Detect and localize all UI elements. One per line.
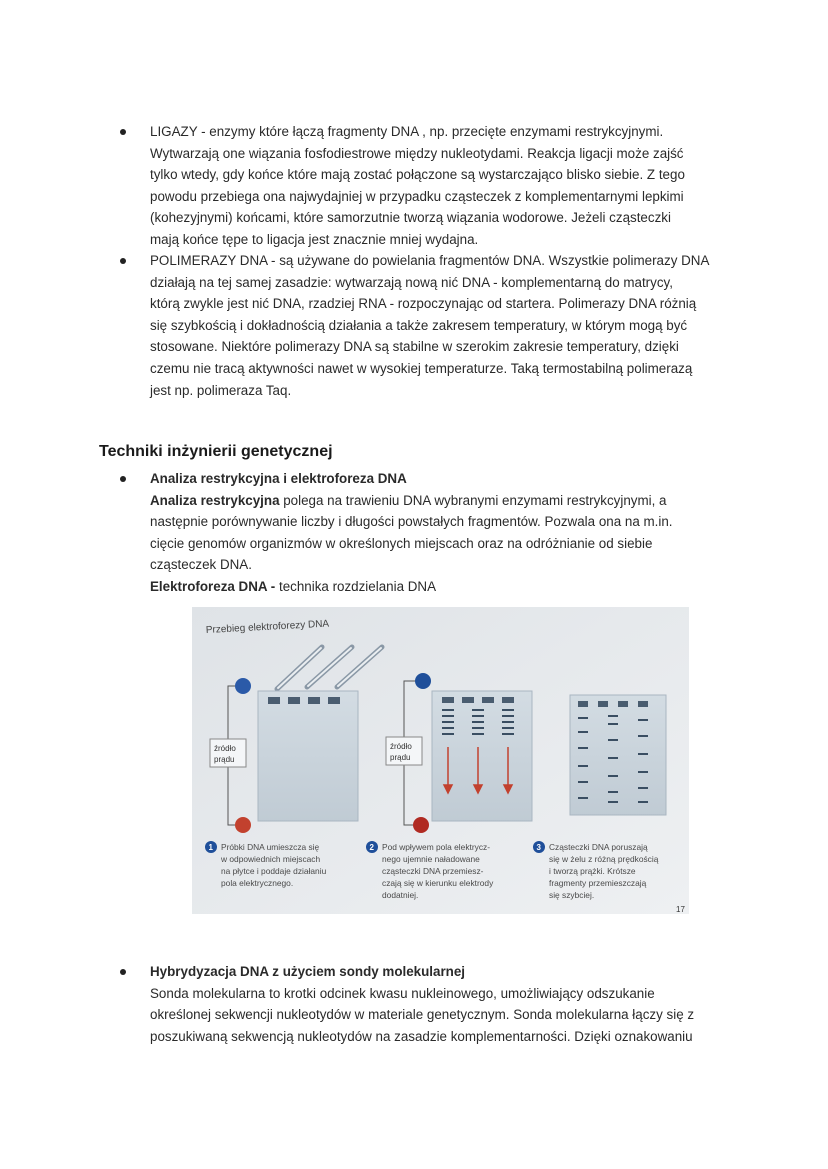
step2-line: dodatniej. — [382, 890, 419, 900]
step3-line: Cząsteczki DNA poruszają — [549, 842, 648, 852]
hybridization-title: Hybrydyzacja DNA z użyciem sondy molekularnej — [150, 964, 466, 979]
text-line: (kohezyjnymi) końcami, które samorzutnie tworzą wiązania wodorowe. Jeżeli cząsteczki — [150, 210, 671, 226]
text-line: się szybkością i dokładnością działania a także zakresem temperatury, w którym mogą być — [150, 317, 688, 333]
positive-electrode-icon — [235, 817, 251, 833]
step1-line: pola elektrycznego. — [221, 878, 294, 888]
electrophoresis-figure — [192, 607, 689, 914]
text-line: Sonda molekularna to krotki odcinek kwasu nukleinowego, umożliwiający odszukanie — [150, 985, 655, 1001]
text-line: stosowane. Niektóre polimerazy DNA są stabilne w szerokim zakresie temperatury, dzięki — [150, 339, 679, 355]
power-source-label: źródło — [390, 742, 412, 751]
text-line: jest np. polimeraza Taq. — [150, 382, 292, 398]
bullet-icon — [120, 476, 126, 482]
bullet-icon — [120, 129, 126, 135]
negative-electrode-icon — [235, 678, 251, 694]
gel-panel-3 — [570, 695, 666, 815]
section-heading: Techniki inżynierii genetycznej — [99, 443, 333, 460]
text-line: cięcie genomów organizmów w określonych miejscach oraz na odróżnianie od siebie — [150, 535, 653, 551]
bullet-icon — [120, 258, 126, 264]
step2-line: czają się w kierunku elektrody — [382, 878, 494, 888]
polimerazy-text — [150, 250, 740, 401]
positive-electrode-icon — [413, 817, 429, 833]
figure-page-number: 17 — [676, 905, 685, 914]
bullet-hybridization — [120, 961, 740, 1047]
step3-line: fragmenty przemieszczają — [549, 878, 647, 888]
step-number: 2 — [369, 843, 374, 852]
text-line: cząsteczek DNA. — [150, 557, 252, 573]
text-line: działają na tej samej zasadzie: wytwarzają nową nić DNA - komplementarną do matrycy, — [150, 274, 673, 290]
gel-panel-1 — [258, 691, 358, 821]
bullet-ligazy — [120, 121, 740, 251]
text-line: polega na trawieniu DNA wybranymi enzymami restrykcyjnymi, a — [279, 492, 667, 508]
step3-line: się w żelu z różną prędkością — [549, 854, 659, 864]
step1-line: Próbki DNA umieszcza się — [221, 842, 320, 852]
ligazy-text — [150, 121, 740, 251]
text-line: następnie porównywanie liczby i długości powstałych fragmentów. Pozwala ona na m.in. — [150, 514, 673, 530]
text-line: technika rozdzielania DNA — [275, 578, 437, 594]
step2-line: Pod wpływem pola elektrycz- — [382, 842, 490, 852]
restriction-title: Analiza restrykcyjna i elektroforeza DNA — [150, 471, 407, 486]
text-line: mają końce tępe to ligacja jest znacznie mniej wydajna. — [150, 231, 479, 247]
step2-line: cząsteczki DNA przemiesz- — [382, 866, 484, 876]
gel-panel-2 — [432, 691, 532, 821]
text-line: LIGAZY - enzymy które łączą fragmenty DNA , np. przecięte enzymami restrykcyjnymi. — [150, 124, 664, 139]
step1-line: w odpowiednich miejscach — [221, 854, 321, 864]
text-line: określonej sekwencji nukleotydów w materiale genetycznym. Sonda molekularna łączy się z — [150, 1007, 695, 1023]
restriction-text — [150, 468, 740, 598]
step3-line: i tworzą prążki. Krótsze — [549, 866, 636, 876]
text-line: poszukiwaną sekwencją nukleotydów na zasadzie komplementarności. Dzięki oznakowaniu — [150, 1028, 693, 1044]
hybridization-text — [150, 961, 740, 1047]
term-electrophoresis: Elektroforeza DNA - — [150, 578, 276, 594]
text-line: POLIMERAZY DNA - są używane do powielania fragmentów DNA. Wszystkie polimerazy DNA — [150, 253, 710, 268]
power-source-label: prądu — [214, 755, 235, 764]
bullet-icon — [120, 969, 126, 975]
power-source-label: prądu — [390, 753, 411, 762]
step-number: 1 — [208, 843, 213, 852]
text-line: Wytwarzają one wiązania fosfodiestrowe między nukleotydami. Reakcja ligacji może zajść — [150, 145, 684, 161]
text-line: tylko wtedy, gdy końce które mają zostać połączone są wystarczająco blisko siebie. Z tego — [150, 167, 685, 183]
power-source-label: źródło — [214, 744, 236, 753]
figure-title: Przebieg elektroforezy DNA — [205, 618, 330, 636]
term-restriction: Analiza restrykcyjna — [150, 492, 280, 508]
text-line: powodu przebiega ona najwydajniej w przypadku cząsteczek z komplementarnymi lepkimi — [150, 188, 684, 204]
bullet-polimerazy — [120, 250, 740, 401]
step-number: 3 — [536, 843, 541, 852]
text-line: którą zwykle jest nić DNA, rzadziej RNA - rozpoczynając od startera. Polimerazy DNA różnią — [150, 296, 697, 312]
negative-electrode-icon — [415, 673, 431, 689]
text-line: czemu nie tracą aktywności nawet w wysokiej temperaturze. Taką termostabilną polimerazą — [150, 360, 693, 376]
step3-line: się szybciej. — [549, 890, 595, 900]
bullet-restriction — [120, 468, 740, 598]
step1-line: na płytce i poddaje działaniu — [221, 866, 327, 876]
step2-line: nego ujemnie naładowane — [382, 854, 480, 864]
